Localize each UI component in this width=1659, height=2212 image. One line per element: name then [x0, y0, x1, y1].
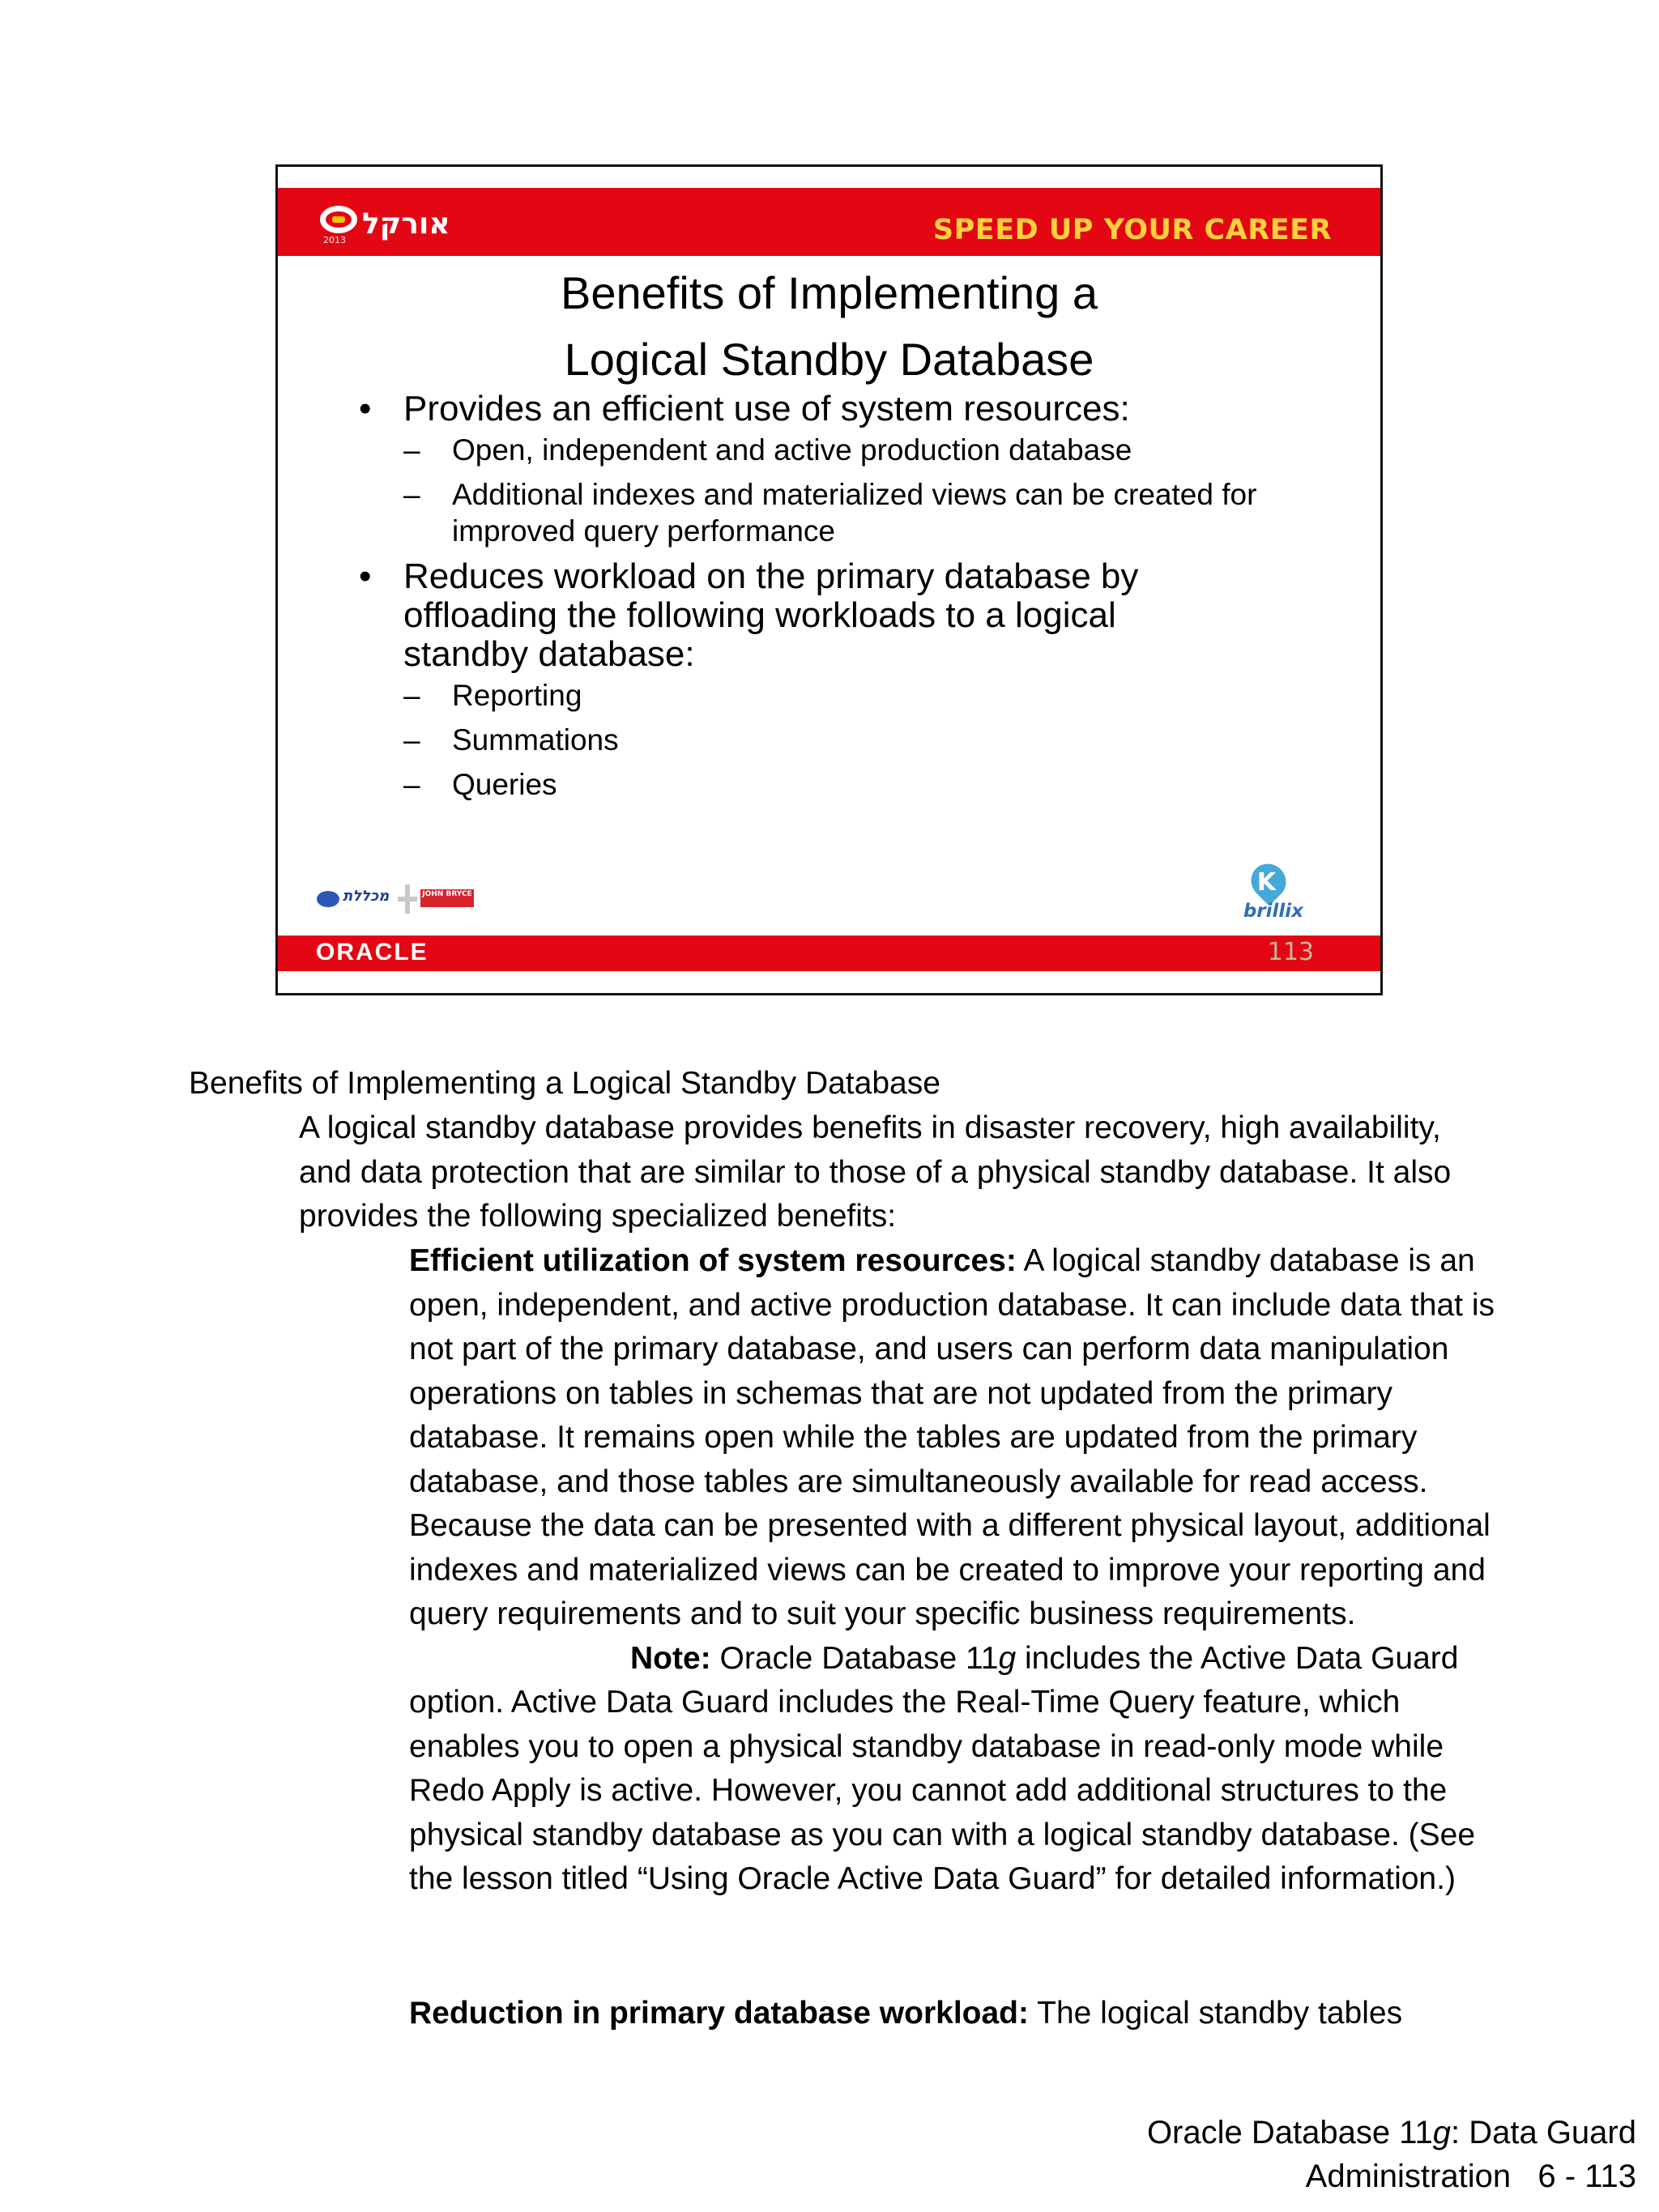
notes-intro: A logical standby database provides benefits in disaster recovery, high availability, and data protection that are similar to those of a physical standby database. It also provides the following specialized benefits: — [299, 1110, 1452, 1234]
notes-efficient-section — [409, 1239, 1495, 1902]
slide-bullet-list — [359, 390, 1331, 811]
slide-bullet-text: Reduces workload on the primary database by offloading the following workloads to a logical standby database: — [403, 556, 1139, 674]
logo-hebrew-text: אורקל — [362, 207, 450, 241]
note-label: Note: — [630, 1640, 711, 1676]
logo-ring-icon — [320, 206, 357, 233]
reduction-label: Reduction in primary database workload: — [409, 1996, 1029, 2031]
partner-hebrew-text: מכללת — [343, 888, 390, 905]
note-italic: g — [998, 1640, 1017, 1676]
plus-icon — [398, 884, 417, 914]
slide-bullet-text: Provides an efficient use of system resources: — [403, 389, 1130, 428]
slide-title — [278, 260, 1380, 393]
page-footer — [1147, 2111, 1636, 2198]
efficient-text: A logical standby database is an open, independent, and active production database. It can include data that is not part of the primary database, and users can perform data manipulation operations on tables in schemas that are not updated from the primary database. It remains open while the tables are updated from the primary database, and those tables are simultaneously available for read access. Because the data can be presented with a different physical layout, additional indexes and materialized views can be created to improve your reporting and query requirements and to suit your specific business requirements. — [409, 1243, 1495, 1631]
logo-year: 2013 — [323, 235, 346, 245]
slide-bullet — [359, 390, 1331, 549]
banner-tagline: SPEED UP YOUR CAREER — [932, 214, 1332, 246]
john-bryce-label: JOHN BRYCE — [420, 889, 474, 907]
slide-sub-bullet: – Open, independent and active production database — [403, 432, 1331, 468]
brillix-name: brillix — [1243, 901, 1303, 922]
slide-bullet — [359, 557, 1213, 803]
partner-bubble-icon — [317, 891, 339, 907]
slide-number: 113 — [1267, 938, 1314, 966]
slide-sub-list — [403, 432, 1331, 549]
slide-title-line: Logical Standby Database — [564, 334, 1094, 385]
footer-italic-g: g — [1432, 2115, 1451, 2150]
efficient-paragraph — [409, 1239, 1495, 1637]
efficient-label: Efficient utilization of system resources: — [409, 1243, 1017, 1278]
brillix-logo — [1206, 863, 1303, 928]
partner-logo-john-bryce — [317, 884, 472, 915]
slide-top-banner — [278, 188, 1380, 256]
slide-sub-bullet: – Queries — [403, 766, 1213, 803]
slide-sub-bullet: – Summations — [403, 722, 1213, 758]
slide-sub-bullet: – Additional indexes and materialized views can be created for improved query performance — [403, 476, 1311, 549]
notes-heading: Benefits of Implementing a Logical Standby Database — [189, 1066, 940, 1101]
reduction-text: The logical standby tables — [1029, 1996, 1403, 2031]
footer-course-name: Oracle Database 11 — [1146, 2115, 1433, 2150]
footer-line-1 — [1147, 2111, 1636, 2154]
slide-sub-bullet: – Reporting — [403, 677, 1213, 714]
slide-image — [275, 164, 1383, 995]
note-text-before: Oracle Database 11 — [710, 1640, 999, 1676]
slide-bottom-banner — [278, 936, 1380, 971]
slide-title-line: Benefits of Implementing a — [560, 267, 1098, 318]
notes-reduction-section — [409, 1992, 1543, 2036]
note-paragraph — [409, 1637, 1495, 1902]
oracle-week-logo — [320, 202, 458, 248]
slide-sub-list — [403, 677, 1213, 803]
oracle-logo: ORACLE — [316, 939, 429, 965]
note-text-after: includes the Active Data Guard option. Active Data Guard includes the Real-Time Query feature, which enables you to open a physical standby database in read-only mode while Redo Apply is active. However, you cannot add additional structures to the physical standby database as you can with a logical standby database. (See the lesson titled “Using Oracle Active Data Guard” for detailed information.) — [409, 1640, 1476, 1896]
brillix-letter: K — [1256, 868, 1276, 897]
footer-course-suffix: : Data Guard — [1450, 2115, 1636, 2150]
footer-line-2: Administration 6 - 113 — [1305, 2159, 1636, 2194]
